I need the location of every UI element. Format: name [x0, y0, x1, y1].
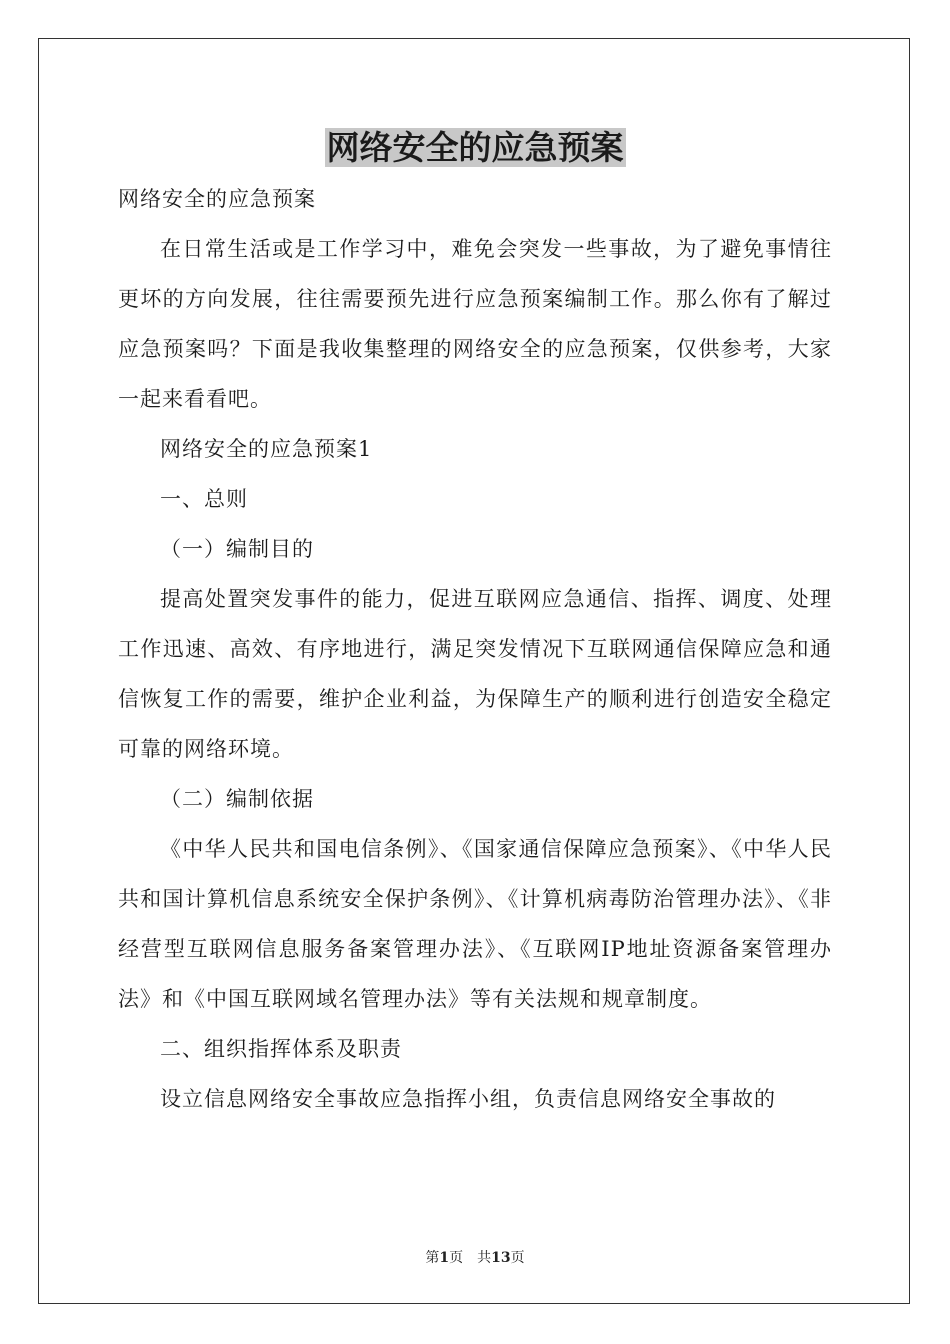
page-footer [0, 1248, 950, 1268]
footer-page-prefix: 第 [425, 1250, 440, 1266]
footer-page-suffix: 页 [510, 1250, 525, 1266]
paragraph-subtitle: 网络安全的应急预案 [118, 187, 316, 211]
footer-page-mid: 页 共 [449, 1250, 492, 1266]
paragraph-purpose-heading: （一）编制目的 [160, 537, 314, 561]
paragraph-basis-heading: （二）编制依据 [160, 787, 314, 811]
document-title-text: 网络安全的应急预案 [326, 128, 624, 167]
document-body [118, 174, 832, 1124]
paragraph-intro: 在日常生活或是工作学习中，难免会突发一些事故，为了避免事情往更坏的方向发展，往往需要预先进行应急预案编制工作。那么你有了解过应急预案吗？下面是我收集整理的网络安全的应急预案，仅供参考，大家一起来看看吧。 [118, 237, 832, 411]
paragraph-basis-body: 《中华人民共和国电信条例》、《国家通信保障应急预案》、《中华人民共和国计算机信息系统安全保护条例》、《计算机病毒防治管理办法》、《非经营型互联网信息服务备案管理办法》、《互联网IP地址资源备案管理办法》和《中国互联网域名管理办法》等有关法规和规章制度。 [118, 837, 832, 1011]
paragraph-general-heading: 一、总则 [160, 487, 248, 511]
footer-page-current: 1 [439, 1250, 450, 1266]
paragraph-organization-body: 设立信息网络安全事故应急指挥小组，负责信息网络安全事故的 [160, 1087, 776, 1111]
paragraph-organization-heading: 二、组织指挥体系及职责 [160, 1037, 402, 1061]
paragraph-purpose-body: 提高处置突发事件的能力，促进互联网应急通信、指挥、调度、处理工作迅速、高效、有序地进行，满足突发情况下互联网通信保障应急和通信恢复工作的需要，维护企业利益，为保障生产的顺利进行创造安全稳定可靠的网络环境。 [118, 587, 832, 761]
footer-page-total: 13 [491, 1250, 511, 1266]
paragraph-section-heading: 网络安全的应急预案1 [160, 437, 373, 461]
document-title [0, 124, 950, 172]
